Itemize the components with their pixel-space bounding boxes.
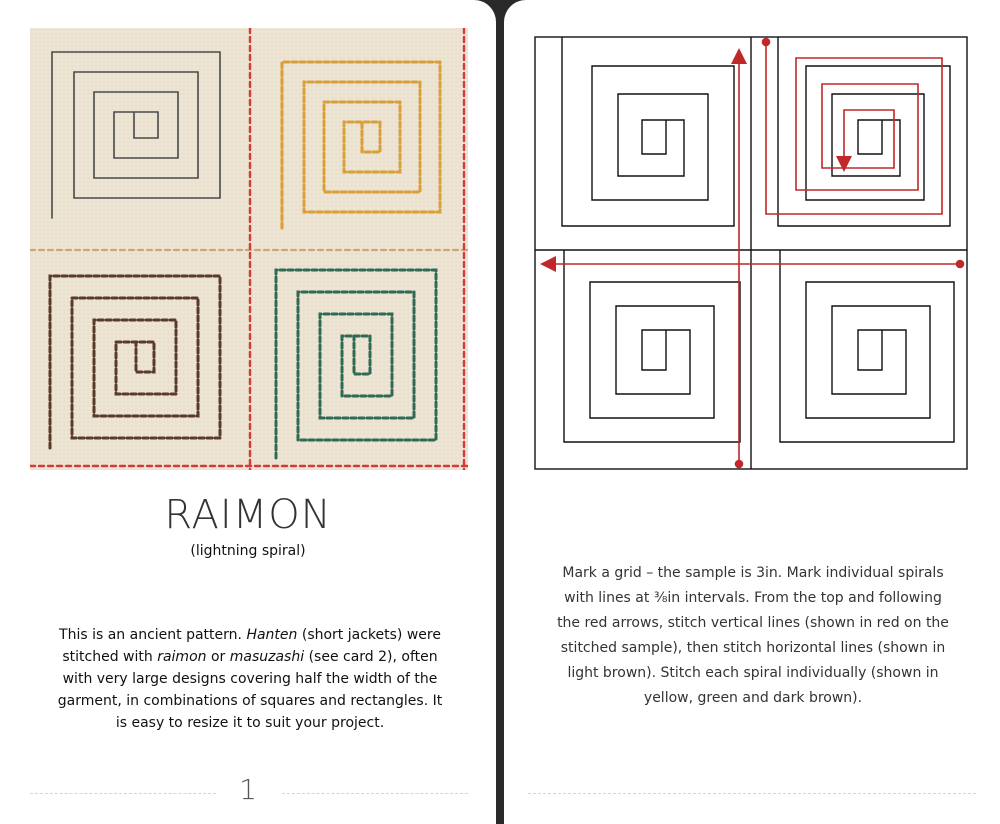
diagram-spiral-top-right: [778, 37, 950, 226]
vertical-arrow-start-dot: [736, 461, 743, 468]
page-divider: [528, 793, 976, 794]
pattern-description: [52, 624, 448, 734]
description-emphasis: Hanten: [246, 627, 298, 643]
pattern-title: RAIMON: [164, 492, 332, 538]
description-text: This is an ancient pattern.: [59, 627, 247, 643]
diagram-spiral-bottom-right: [780, 250, 954, 442]
description-emphasis: masuzashi: [229, 649, 305, 665]
page-divider-right: [282, 793, 468, 794]
page-number: 1: [239, 773, 257, 806]
diagram-spiral-top-left: [562, 37, 734, 226]
right-card: [504, 0, 1000, 824]
stitched-sample-photo: [30, 28, 468, 470]
left-card: [0, 0, 496, 824]
stitch-diagram: [534, 36, 968, 470]
description-text: (short jackets) were stitched with: [62, 627, 441, 665]
description-text: (see card 2), often with very large designs covering half the width of the garment, in combinations of squares and rectangles. It is easy to resize it to suit your project.: [57, 649, 443, 731]
stitching-instructions: Mark a grid – the sample is 3in. Mark individual spirals with lines at ⅜in intervals. From the top and following the red arrows, stitch vertical lines (shown in red on the stitched sample), then stitch horizontal lines (shown in light brown). Stitch each spiral individually (shown in yellow, green and dark brown).: [557, 565, 949, 706]
diagram-spiral-bottom-left: [564, 250, 740, 442]
description-text: or: [206, 649, 230, 665]
spiral-arrow-start-dot: [763, 39, 770, 46]
pattern-subtitle: (lightning spiral): [190, 543, 306, 559]
spiral-red-arrow: [766, 42, 942, 214]
description-emphasis: raimon: [157, 649, 207, 665]
horizontal-arrow-start-dot: [957, 261, 964, 268]
